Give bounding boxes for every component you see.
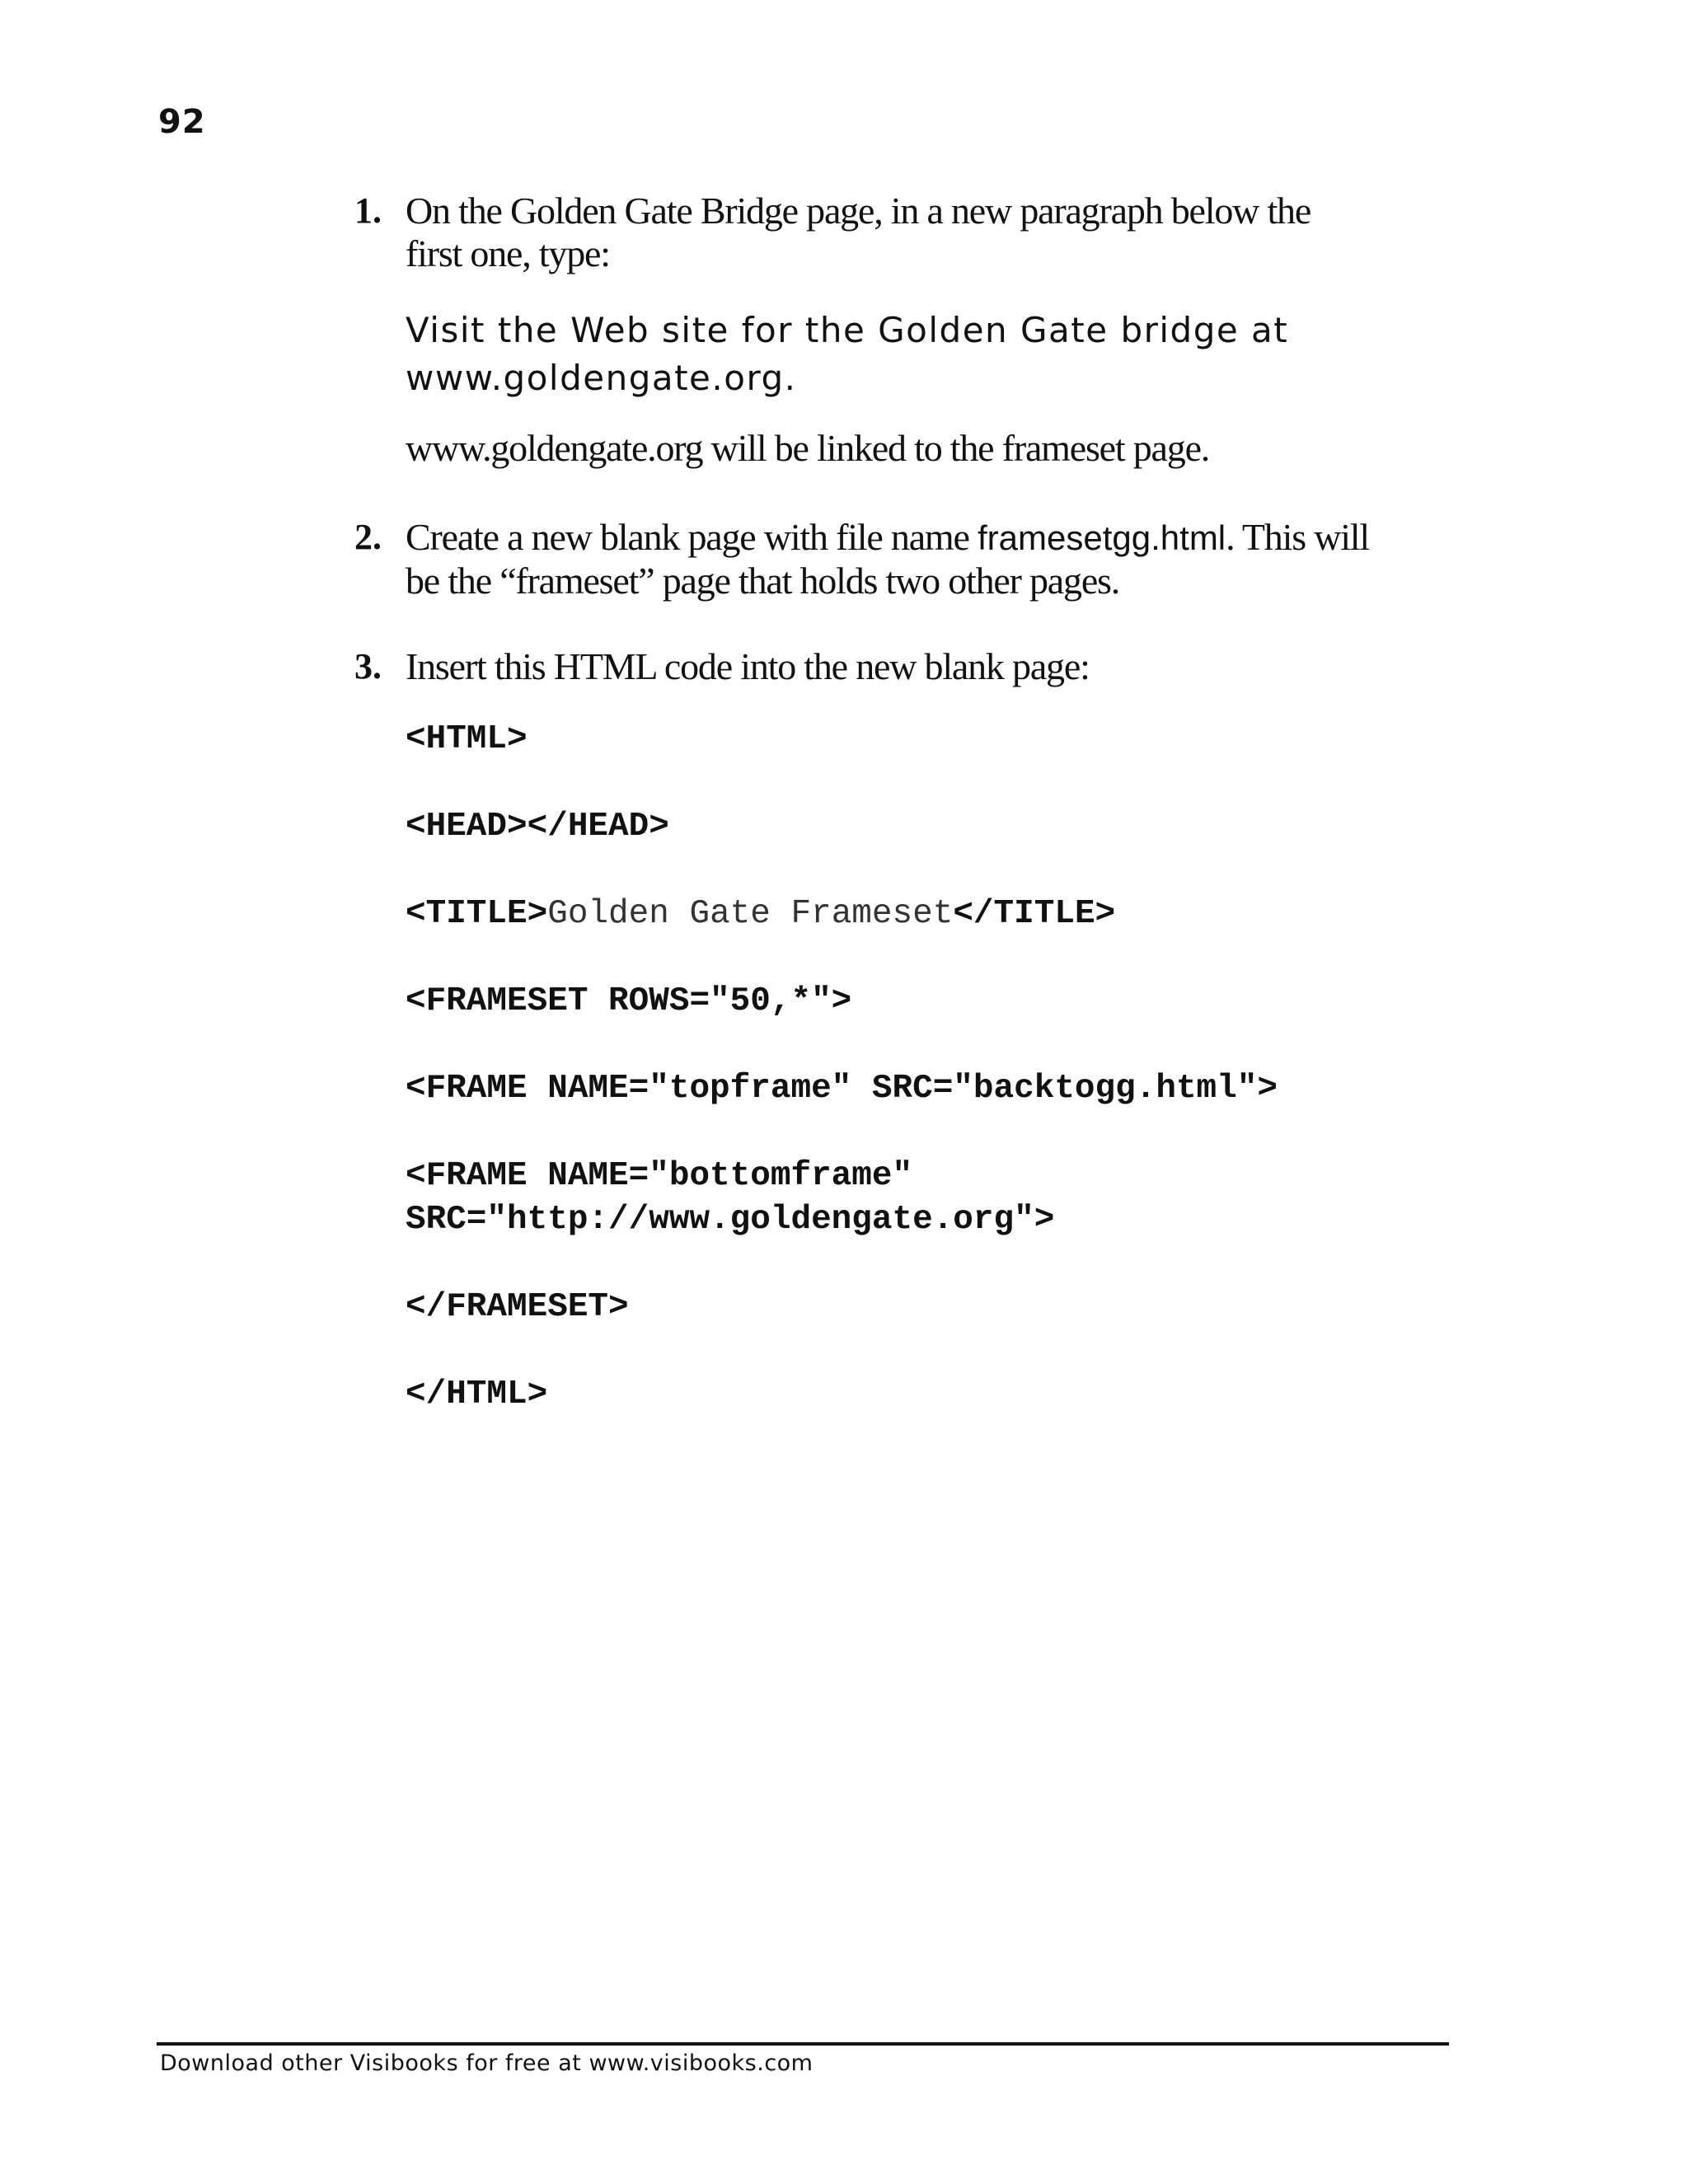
code-line-head: <HEAD></HEAD> [406,808,669,846]
footer-rule [157,2042,1449,2046]
step-2 [346,516,1451,602]
typed-text [346,307,1451,402]
code-line-frameset-open: <FRAMESET ROWS="50,*"> [406,982,852,1020]
step-2-number: 2. [354,517,382,557]
step-2-text-after: . This will [1226,516,1369,558]
step-1-line-1: On the Golden Gate Bridge page, in a new paragraph below the [406,190,1311,232]
step-3-text: Insert this HTML code into the new blank page: [406,645,1090,687]
step-2-line-1 [406,516,1451,560]
code-line-frame-bottom-1: <FRAME NAME="bottomframe" [406,1157,913,1195]
code-line-frame-top: <FRAME NAME="topframe" SRC="backtogg.html"> [406,1070,1278,1108]
step-1-note: www.goldengate.org will be linked to the frameset page. [406,427,1210,469]
step-1-number: 1. [354,190,382,231]
step-3 [346,645,1451,688]
code-line-title [406,893,1451,936]
step-1-line-2: first one, type: [406,232,610,274]
filename: framesetgg.html [978,518,1226,557]
typed-text-line-1: Visit the Web site for the Golden Gate bridge at [406,310,1289,350]
code-line-html-open: <HTML> [406,720,528,758]
footer-text: Download other Visibooks for free at www.visibooks.com [160,2050,814,2076]
title-close-tag: </TITLE> [953,895,1116,933]
code-listing [346,718,1451,1417]
step-3-number: 3. [354,646,382,687]
title-text: Golden Gate Frameset [547,895,954,933]
step-2-text-before: Create a new blank page with file name [406,516,978,558]
code-line-frameset-close: </FRAMESET> [406,1288,629,1326]
title-open-tag: <TITLE> [406,895,548,933]
code-line-html-close: </HTML> [406,1376,548,1413]
page-number: 92 [158,103,206,141]
step-1 [346,190,1451,275]
page-content [346,190,1451,1417]
code-line-frame-bottom-2: SRC="http://www.goldengate.org"> [406,1201,1055,1239]
typed-text-line-2: www.goldengate.org. [406,358,797,398]
step-2-line-2: be the “frameset” page that holds two other pages. [406,560,1120,602]
